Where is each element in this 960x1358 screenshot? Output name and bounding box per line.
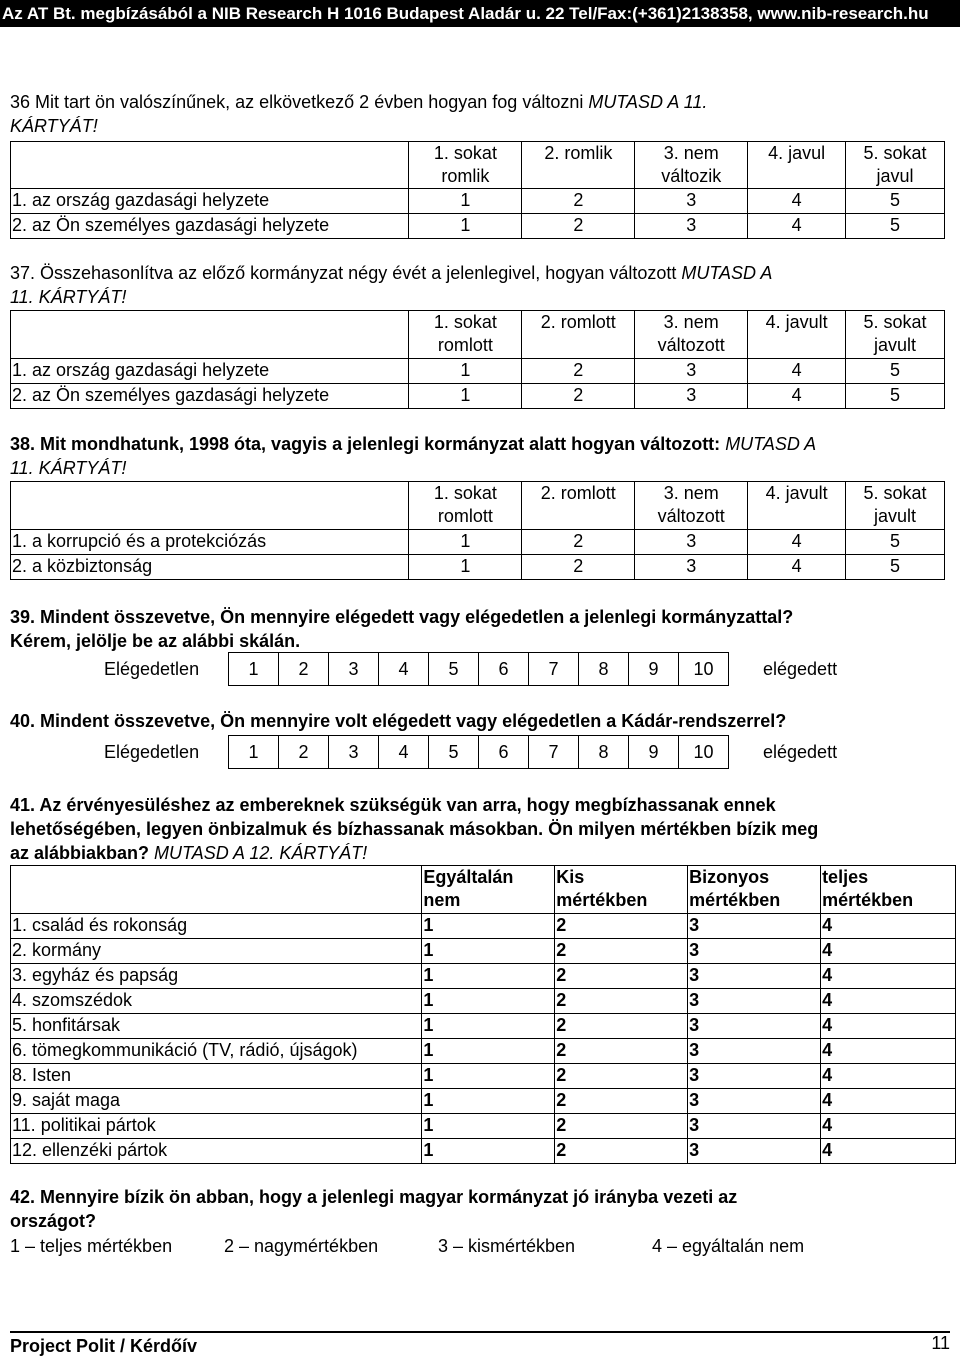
- header-cell: Kis mértékben: [555, 866, 688, 914]
- table-q37: [10, 310, 945, 409]
- answer-option[interactable]: 2 – nagymértékben: [224, 1236, 379, 1256]
- scale-right-label: elégedett: [763, 658, 838, 679]
- question-41: [10, 793, 945, 865]
- header-cell: Bizonyos mértékben: [688, 866, 821, 914]
- scale-option[interactable]: 7: [528, 653, 578, 685]
- question-text: 41. Az érvényesüléshez az embereknek szükségük van arra, hogy megbízhassanak ennek: [10, 795, 776, 815]
- table-row: 8. Isten 1 2 3 4: [11, 1064, 956, 1089]
- scale-option[interactable]: 10: [678, 653, 728, 685]
- table-row: 2. az Ön személyes gazdasági helyzete 1 2 3 4 5: [11, 384, 945, 409]
- table-q41: [10, 865, 956, 1164]
- card-instruction: MUTASD A: [725, 434, 817, 454]
- header-cell: 2. romlott: [522, 311, 635, 359]
- card-instruction: 11. KÁRTYÁT!: [10, 458, 127, 478]
- table-row: 1. család és rokonság 1 2 3 4: [11, 914, 956, 939]
- scale-option[interactable]: 2: [278, 653, 328, 685]
- question-text: lehetőségében, legyen önbizalmuk és bízhassanak másokban. Ön milyen mértékben bízik meg: [10, 819, 819, 839]
- scale-option[interactable]: 10: [678, 736, 728, 768]
- page-number: 11: [931, 1333, 950, 1353]
- table-row: 3. egyház és papság 1 2 3 4: [11, 964, 956, 989]
- question-36: [10, 90, 945, 138]
- header-cell: 3. nem változott: [635, 311, 748, 359]
- question-text: 39. Mindent összevetve, Ön mennyire elégedett vagy elégedetlen a jelenlegi kormányzattal?: [10, 607, 794, 627]
- scale-option[interactable]: 8: [578, 736, 628, 768]
- question-text: 37. Összehasonlítva az előző kormányzat négy évét a jelenlegivel, hogyan változott: [10, 263, 682, 283]
- card-instruction: KÁRTYÁT!: [10, 116, 98, 136]
- header-cell: 4. javul: [748, 142, 846, 189]
- question-text: az alábbiakban?: [10, 843, 155, 863]
- header-cell: [11, 311, 409, 359]
- header-cell: 5. sokat javult: [846, 311, 945, 359]
- table-row: 4. szomszédok 1 2 3 4: [11, 989, 956, 1014]
- q42-options: [10, 1234, 804, 1258]
- scale-option[interactable]: 5: [428, 736, 478, 768]
- header-cell: 1. sokat romlik: [409, 142, 522, 189]
- header-cell: 4. javult: [748, 482, 846, 530]
- question-text: országot?: [10, 1211, 97, 1231]
- card-instruction: MUTASD A 12. KÁRTYÁT!: [154, 843, 368, 863]
- page-header: Az AT Bt. megbízásából a NIB Research H 1016 Budapest Aladár u. 22 Tel/Fax:(+361)2138358, www.nib-research.hu: [0, 0, 960, 27]
- scale-box: [228, 652, 729, 686]
- table-q38: [10, 481, 945, 580]
- scale-option[interactable]: 1: [248, 659, 259, 679]
- card-instruction: MUTASD A: [681, 263, 773, 283]
- scale-option[interactable]: 1: [248, 742, 259, 762]
- header-cell: 1. sokat romlott: [409, 311, 522, 359]
- question-40: [10, 709, 945, 733]
- table-row: 5. honfitársak 1 2 3 4: [11, 1014, 956, 1039]
- question-text: 36 Mit tart ön valószínűnek, az elkövetkező 2 évben hogyan fog változni: [10, 92, 589, 112]
- header-cell: 5. sokat javult: [846, 482, 945, 530]
- footer-divider: [10, 1331, 950, 1333]
- table-row: 1. a korrupció és a protekciózás 1 2 3 4 5: [11, 530, 945, 555]
- header-cell: 1. sokat romlott: [409, 482, 522, 530]
- question-37: [10, 261, 945, 309]
- scale-right-label: elégedett: [763, 741, 838, 762]
- scale-option[interactable]: 6: [478, 653, 528, 685]
- table-row: 6. tömegkommunikáció (TV, rádió, újságok) 1 2 3 4: [11, 1039, 956, 1064]
- question-text: 38. Mit mondhatunk, 1998 óta, vagyis a jelenlegi kormányzat alatt hogyan változott:: [10, 434, 726, 454]
- table-row: 12. ellenzéki pártok 1 2 3 4: [11, 1139, 956, 1164]
- header-cell: 3. nem változott: [635, 482, 748, 530]
- question-42: [10, 1185, 945, 1233]
- header-cell: [11, 142, 409, 189]
- answer-option[interactable]: 3 – kismértékben: [438, 1236, 576, 1256]
- table-q36: [10, 141, 945, 239]
- question-text: 40. Mindent összevetve, Ön mennyire volt elégedett vagy elégedetlen a Kádár-rendszerrel?: [10, 711, 787, 731]
- header-cell: 5. sokat javul: [846, 142, 945, 189]
- answer-option[interactable]: 4 – egyáltalán nem: [652, 1236, 805, 1256]
- header-cell: [11, 866, 422, 914]
- scale-left-label: Elégedetlen: [104, 741, 200, 762]
- table-row: 11. politikai pártok 1 2 3 4: [11, 1114, 956, 1139]
- scale-option[interactable]: 9: [628, 653, 678, 685]
- card-instruction: 11. KÁRTYÁT!: [10, 287, 127, 307]
- header-cell: teljes mértékben: [821, 866, 956, 914]
- header-cell: 2. romlott: [522, 482, 635, 530]
- header-cell: 4. javult: [748, 311, 846, 359]
- table-row: 2. az Ön személyes gazdasági helyzete 1 2 3 4 5: [11, 214, 945, 239]
- scale-q39: [104, 652, 837, 686]
- question-text: Kérem, jelölje be az alábbi skálán.: [10, 631, 301, 651]
- scale-option[interactable]: 3: [328, 736, 378, 768]
- scale-option[interactable]: 9: [628, 736, 678, 768]
- table-row: 1. az ország gazdasági helyzete 1 2 3 4 5: [11, 359, 945, 384]
- table-row: 9. saját maga 1 2 3 4: [11, 1089, 956, 1114]
- scale-option[interactable]: 4: [378, 653, 428, 685]
- header-cell: 3. nem változik: [635, 142, 748, 189]
- scale-left-label: Elégedetlen: [104, 658, 200, 679]
- table-row: 2. a közbiztonság 1 2 3 4 5: [11, 555, 945, 580]
- scale-option[interactable]: 8: [578, 653, 628, 685]
- scale-q40: [104, 735, 837, 769]
- scale-option[interactable]: 6: [478, 736, 528, 768]
- question-38: [10, 432, 945, 480]
- footer-title: Project Polit / Kérdőív: [10, 1336, 198, 1356]
- question-39: [10, 605, 945, 653]
- scale-option[interactable]: 4: [378, 736, 428, 768]
- scale-option[interactable]: 5: [428, 653, 478, 685]
- scale-option[interactable]: 2: [278, 736, 328, 768]
- answer-option[interactable]: 1 – teljes mértékben: [10, 1236, 173, 1256]
- scale-option[interactable]: 3: [328, 653, 378, 685]
- card-instruction: MUTASD A 11.: [588, 92, 708, 112]
- header-cell: Egyáltalán nem: [422, 866, 555, 914]
- scale-box: [228, 735, 729, 769]
- question-text: 42. Mennyire bízik ön abban, hogy a jelenlegi magyar kormányzat jó irányba vezeti az: [10, 1187, 738, 1207]
- table-row: 1. az ország gazdasági helyzete 1 2 3 4 5: [11, 189, 945, 214]
- table-row: 2. kormány 1 2 3 4: [11, 939, 956, 964]
- header-cell: [11, 482, 409, 530]
- header-cell: 2. romlik: [522, 142, 635, 189]
- scale-option[interactable]: 7: [528, 736, 578, 768]
